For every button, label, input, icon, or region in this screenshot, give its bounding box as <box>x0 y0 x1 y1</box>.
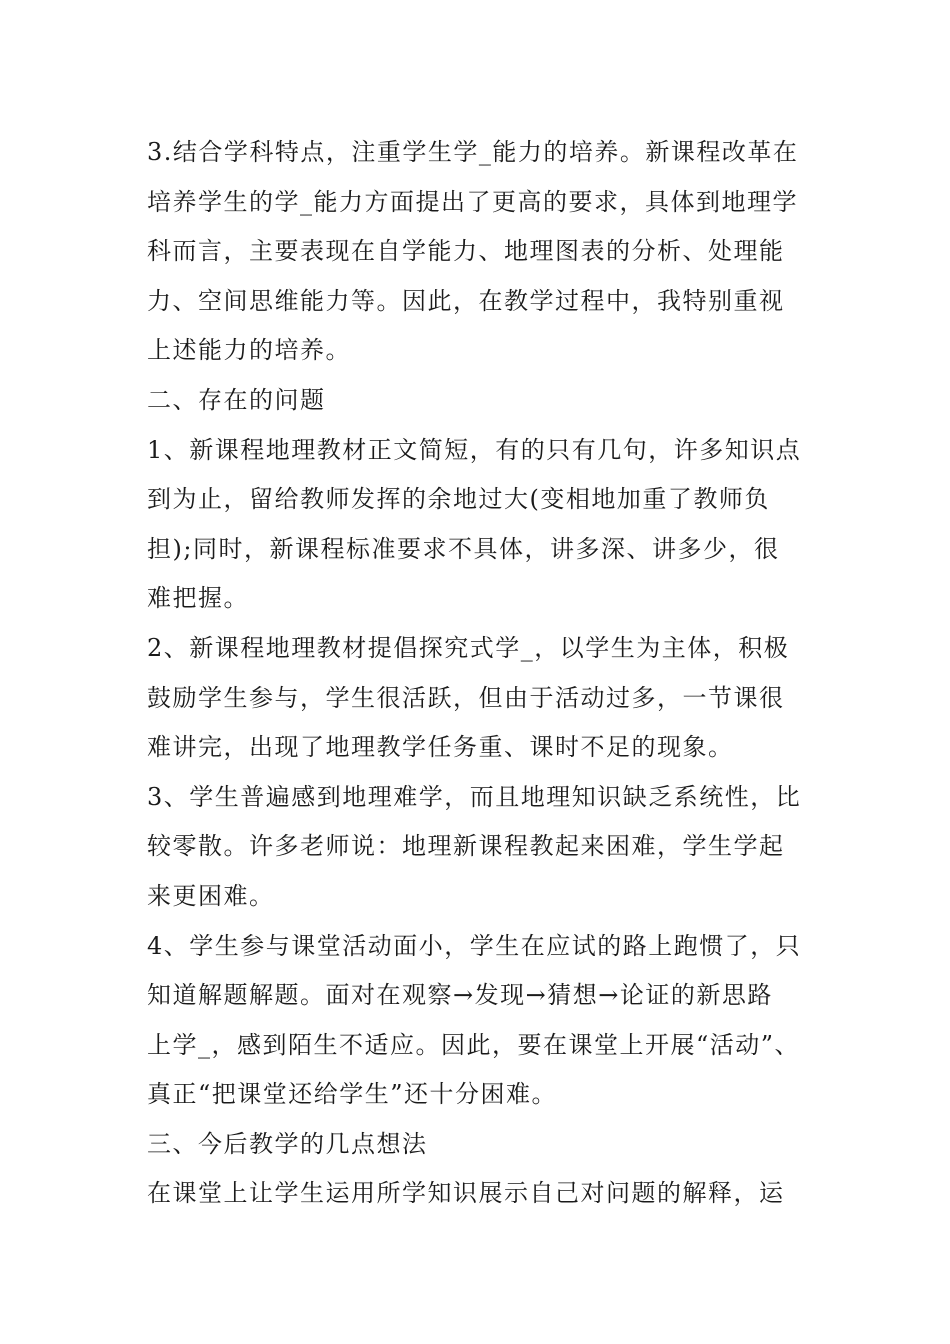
text-line: 担);同时，新课程标准要求不具体，讲多深、讲多少，很 <box>147 534 780 563</box>
text-line: 到为止，留给教师发挥的余地过大(变相地加重了教师负 <box>147 485 770 514</box>
text-line: 鼓励学生参与，学生很活跃，但由于活动过多，一节课很 <box>147 683 785 712</box>
section-heading: 二、存在的问题 <box>147 385 326 414</box>
text-line: 知道解题解题。面对在观察→发现→猜想→论证的新思路 <box>147 981 773 1010</box>
text-line: 上学_，感到陌生不适应。因此，要在课堂上开展“活动”、 <box>147 1030 801 1059</box>
text-line: 1、新课程地理教材正文简短，有的只有几句，许多知识点 <box>147 435 802 464</box>
text-line: 4、学生参与课堂活动面小，学生在应试的路上跑惯了，只 <box>147 931 802 960</box>
text-line: 2、新课程地理教材提倡探究式学_，以学生为主体，积极 <box>147 633 790 662</box>
text-line: 较零散。许多老师说：地理新课程教起来困难，学生学起 <box>147 832 785 861</box>
text-line: 力、空间思维能力等。因此，在教学过程中，我特别重视 <box>147 286 785 315</box>
text-line: 上述能力的培养。 <box>147 336 351 365</box>
text-line: 培养学生的学_能力方面提出了更高的要求，具体到地理学 <box>147 187 798 216</box>
section-heading: 三、今后教学的几点想法 <box>147 1129 428 1158</box>
document-body <box>147 132 837 1223</box>
text-line: 3.结合学科特点，注重学生学_能力的培养。新课程改革在 <box>147 138 799 166</box>
text-line: 难讲完，出现了地理教学任务重、课时不足的现象。 <box>147 733 734 762</box>
text-line: 在课堂上让学生运用所学知识展示自己对问题的解释，运 <box>147 1179 785 1208</box>
text-line: 难把握。 <box>147 584 249 613</box>
text-line: 真正“把课堂还给学生”还十分困难。 <box>147 1080 558 1109</box>
text-line: 3、学生普遍感到地理难学，而且地理知识缺乏系统性，比 <box>147 782 802 811</box>
text-line: 来更困难。 <box>147 881 275 910</box>
text-line: 科而言，主要表现在自学能力、地理图表的分析、处理能 <box>147 237 785 266</box>
